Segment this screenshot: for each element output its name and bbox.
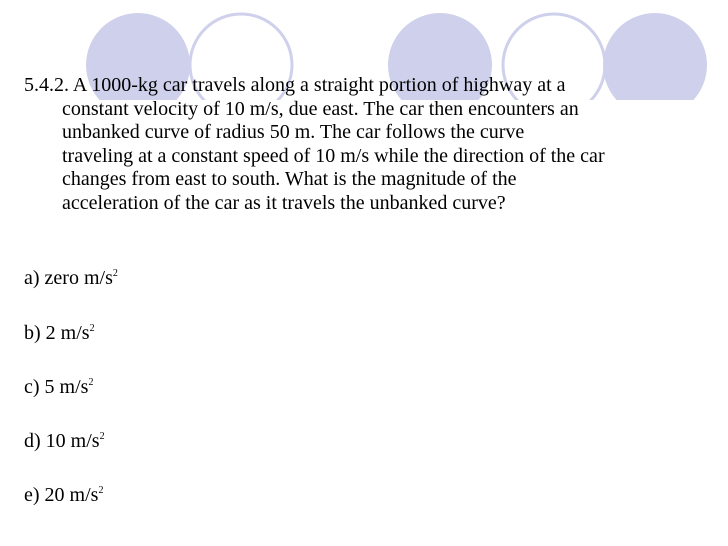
answer-c-exponent: 2 [88, 377, 94, 388]
answer-b-exponent: 2 [89, 323, 95, 334]
question-line-5: changes from east to south. What is the magnitude of the [62, 168, 517, 190]
answer-a-exponent: 2 [112, 268, 118, 279]
answer-d [24, 425, 105, 453]
answer-c [24, 371, 93, 399]
answer-d-text: d) 10 m/s [24, 430, 100, 452]
question-text [24, 74, 704, 215]
answer-e-text: e) 20 m/s [24, 484, 99, 506]
answer-b-text: b) 2 m/s [24, 322, 90, 344]
answer-a [24, 262, 118, 290]
question-line-3: unbanked curve of radius 50 m. The car follows the curve [62, 121, 525, 143]
question-line-4: traveling at a constant speed of 10 m/s while the direction of the car [62, 144, 605, 167]
question-line-2: constant velocity of 10 m/s, due east. The car then encounters an [62, 97, 579, 120]
answer-a-text: a) zero m/s [24, 267, 113, 289]
answer-d-exponent: 2 [99, 431, 105, 442]
answer-b [24, 317, 95, 345]
question-continuation [24, 98, 704, 216]
question-line-1: 5.4.2. A 1000-kg car travels along a straight portion of highway at a [24, 74, 566, 96]
answer-c-text: c) 5 m/s [24, 376, 89, 398]
answer-e-exponent: 2 [98, 485, 104, 496]
question-line-6: acceleration of the car as it travels the unbanked curve? [62, 191, 506, 214]
answer-e [24, 479, 103, 507]
